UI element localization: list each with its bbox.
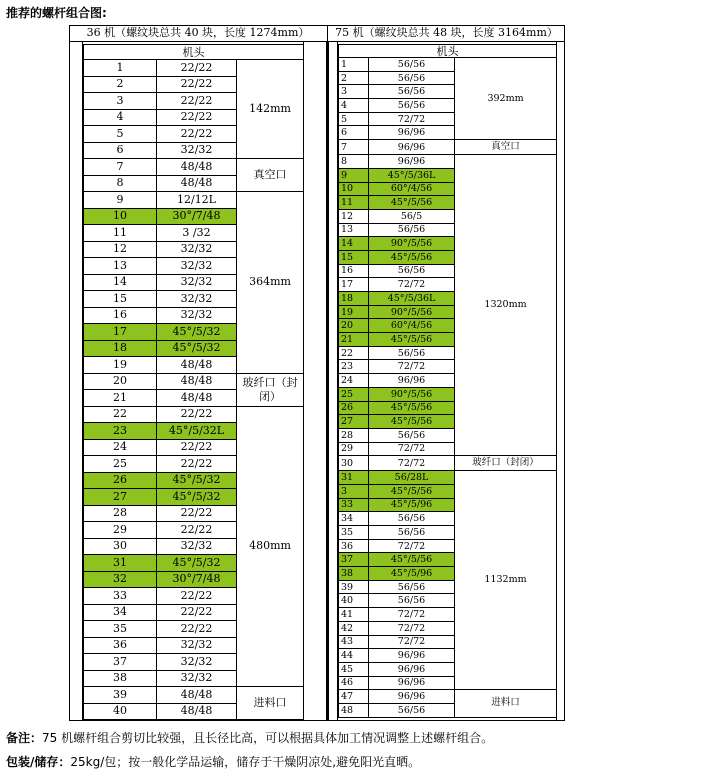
element-spec: 45°/5/32 [157, 489, 237, 506]
element-number: 35 [339, 526, 369, 540]
element-number: 46 [339, 676, 369, 690]
element-spec: 90°/5/56 [369, 387, 455, 401]
table-row [84, 687, 304, 704]
element-spec: 22/22 [157, 93, 237, 110]
element-spec: 56/28L [369, 471, 455, 485]
element-spec: 48/48 [157, 175, 237, 192]
element-number: 6 [84, 142, 157, 159]
element-spec: 22/22 [157, 439, 237, 456]
element-spec: 90°/5/56 [369, 237, 455, 251]
left-outer-rail [69, 42, 83, 721]
element-spec: 45°/5/32 [157, 472, 237, 489]
element-spec: 56/56 [369, 223, 455, 237]
element-spec: 56/56 [369, 346, 455, 360]
element-spec: 96/96 [369, 374, 455, 388]
element-number: 27 [339, 415, 369, 429]
element-number: 5 [339, 112, 369, 126]
element-spec: 22/22 [157, 621, 237, 638]
element-number: 6 [339, 126, 369, 140]
element-spec: 56/56 [369, 428, 455, 442]
element-spec: 48/48 [157, 390, 237, 407]
packaging-text: 25kg/包；按一般化学品运输，储存于干燥阴凉处,避免阳光直晒。 [70, 755, 421, 769]
element-number: 23 [339, 360, 369, 374]
element-spec: 45°/5/32 [157, 555, 237, 572]
element-number: 36 [339, 539, 369, 553]
element-number: 21 [339, 333, 369, 347]
element-number: 12 [84, 241, 157, 258]
element-number: 30 [339, 456, 369, 471]
element-spec: 90°/5/56 [369, 305, 455, 319]
right-outer-rail [328, 42, 338, 721]
element-number: 44 [339, 649, 369, 663]
element-spec: 45°/5/32 [157, 340, 237, 357]
element-number: 16 [339, 264, 369, 278]
element-number: 2 [339, 71, 369, 85]
element-number: 37 [339, 553, 369, 567]
left-table-header: 36 机（螺纹块总共 40 块，长度 1274mm） [69, 25, 327, 42]
element-spec: 32/32 [157, 637, 237, 654]
element-spec: 56/56 [369, 71, 455, 85]
element-number: 21 [84, 390, 157, 407]
element-spec: 45°/5/36L [369, 292, 455, 306]
element-spec: 45°/5/56 [369, 553, 455, 567]
element-number: 45 [339, 662, 369, 676]
element-spec: 45°/5/56 [369, 484, 455, 498]
element-number: 28 [339, 428, 369, 442]
table-row [84, 60, 304, 77]
element-number: 33 [339, 498, 369, 512]
element-number: 23 [84, 423, 157, 440]
element-spec: 72/72 [369, 278, 455, 292]
element-number: 34 [339, 512, 369, 526]
segment-label: 392mm [455, 58, 557, 140]
element-number: 47 [339, 690, 369, 704]
element-spec: 30°/7/48 [157, 571, 237, 588]
element-spec: 22/22 [157, 588, 237, 605]
packaging-note [6, 753, 420, 770]
element-number: 37 [84, 654, 157, 671]
element-spec: 96/96 [369, 126, 455, 140]
element-number: 26 [339, 401, 369, 415]
element-number: 31 [84, 555, 157, 572]
element-spec: 22/22 [157, 505, 237, 522]
table-row [84, 373, 304, 390]
element-spec: 60°/4/56 [369, 319, 455, 333]
segment-label: 480mm [237, 406, 304, 687]
element-spec: 22/22 [157, 522, 237, 539]
element-number: 33 [84, 588, 157, 605]
element-number: 22 [84, 406, 157, 423]
element-spec: 72/72 [369, 456, 455, 471]
table-row [339, 471, 557, 485]
element-number: 27 [84, 489, 157, 506]
element-spec: 56/56 [369, 594, 455, 608]
element-number: 16 [84, 307, 157, 324]
element-spec: 60°/4/56 [369, 182, 455, 196]
left-inner-rail [303, 42, 327, 721]
segment-label: 玻纤口（封闭） [455, 456, 557, 471]
element-spec: 32/32 [157, 670, 237, 687]
element-spec: 32/32 [157, 654, 237, 671]
segment-label: 1132mm [455, 471, 557, 690]
element-spec: 56/56 [369, 703, 455, 717]
element-number: 3 [84, 93, 157, 110]
element-number: 32 [84, 571, 157, 588]
element-spec: 45°/5/56 [369, 401, 455, 415]
table-row [339, 456, 557, 471]
element-number: 31 [339, 471, 369, 485]
element-number: 25 [84, 456, 157, 473]
element-number: 39 [339, 580, 369, 594]
element-spec: 48/48 [157, 703, 237, 720]
element-spec: 96/96 [369, 140, 455, 155]
element-number: 17 [84, 324, 157, 341]
element-spec: 56/56 [369, 580, 455, 594]
right-inner-rail [556, 42, 565, 721]
element-spec: 48/48 [157, 687, 237, 704]
element-spec: 22/22 [157, 109, 237, 126]
element-number: 35 [84, 621, 157, 638]
element-number: 38 [339, 567, 369, 581]
element-number: 40 [339, 594, 369, 608]
right-table-header: 75 机（螺纹块总共 48 块，长度 3164mm） [328, 25, 565, 42]
right-head-label: 机头 [339, 45, 557, 58]
element-number: 7 [84, 159, 157, 176]
element-spec: 96/96 [369, 690, 455, 704]
element-number: 24 [84, 439, 157, 456]
element-number: 43 [339, 635, 369, 649]
right-screw-table [338, 44, 557, 718]
element-spec: 32/32 [157, 538, 237, 555]
element-spec: 22/22 [157, 126, 237, 143]
element-spec: 96/96 [369, 662, 455, 676]
segment-label: 玻纤口（封闭） [237, 373, 304, 406]
element-number: 12 [339, 209, 369, 223]
element-number: 18 [84, 340, 157, 357]
element-spec: 3 /32 [157, 225, 237, 242]
element-number: 19 [84, 357, 157, 374]
element-number: 22 [339, 346, 369, 360]
element-spec: 22/22 [157, 406, 237, 423]
element-number: 11 [339, 196, 369, 210]
element-number: 48 [339, 703, 369, 717]
element-number: 17 [339, 278, 369, 292]
element-spec: 48/48 [157, 357, 237, 374]
element-spec: 72/72 [369, 621, 455, 635]
element-number: 10 [339, 182, 369, 196]
table-row [84, 406, 304, 423]
element-number: 14 [84, 274, 157, 291]
element-spec: 72/72 [369, 539, 455, 553]
element-spec: 72/72 [369, 360, 455, 374]
remark-note [6, 729, 493, 746]
element-number: 15 [339, 250, 369, 264]
element-spec: 32/32 [157, 307, 237, 324]
remark-label: 备注： [6, 731, 43, 745]
element-number: 41 [339, 608, 369, 622]
element-spec: 45°/5/32 [157, 324, 237, 341]
element-number: 13 [84, 258, 157, 275]
element-spec: 56/56 [369, 512, 455, 526]
element-number: 2 [84, 76, 157, 93]
element-number: 20 [339, 319, 369, 333]
table-row [339, 140, 557, 155]
element-spec: 56/56 [369, 99, 455, 113]
element-number: 19 [339, 305, 369, 319]
left-screw-table [83, 44, 304, 720]
element-number: 14 [339, 237, 369, 251]
element-number: 1 [84, 60, 157, 77]
element-spec: 32/32 [157, 142, 237, 159]
element-number: 34 [84, 604, 157, 621]
element-number: 9 [339, 168, 369, 182]
page-title: 推荐的螺杆组合图: [6, 6, 107, 20]
element-number: 18 [339, 292, 369, 306]
element-number: 15 [84, 291, 157, 308]
element-number: 7 [339, 140, 369, 155]
element-spec: 56/56 [369, 85, 455, 99]
element-spec: 96/96 [369, 676, 455, 690]
element-spec: 56/56 [369, 58, 455, 72]
element-number: 1 [339, 58, 369, 72]
element-spec: 72/72 [369, 608, 455, 622]
element-number: 8 [339, 155, 369, 169]
element-number: 4 [339, 99, 369, 113]
element-spec: 96/96 [369, 649, 455, 663]
element-number: 36 [84, 637, 157, 654]
element-spec: 45°/5/32L [157, 423, 237, 440]
element-number: 29 [84, 522, 157, 539]
element-number: 13 [339, 223, 369, 237]
element-spec: 45°/5/36L [369, 168, 455, 182]
element-number: 3 [339, 85, 369, 99]
element-spec: 22/22 [157, 604, 237, 621]
element-spec: 72/72 [369, 442, 455, 456]
element-spec: 22/22 [157, 456, 237, 473]
element-spec: 56/56 [369, 526, 455, 540]
element-spec: 56/5 [369, 209, 455, 223]
table-row [84, 192, 304, 209]
element-spec: 32/32 [157, 258, 237, 275]
element-spec: 45°/5/96 [369, 567, 455, 581]
remark-text: 75 机螺杆组合剪切比较强，且长径比高，可以根据具体加工情况调整上述螺杆组合。 [42, 731, 494, 745]
element-number: 26 [84, 472, 157, 489]
element-spec: 72/72 [369, 635, 455, 649]
element-spec: 22/22 [157, 76, 237, 93]
element-number: 38 [84, 670, 157, 687]
element-number: 11 [84, 225, 157, 242]
element-number: 28 [84, 505, 157, 522]
table-row [339, 58, 557, 72]
element-number: 40 [84, 703, 157, 720]
element-number: 29 [339, 442, 369, 456]
element-number: 42 [339, 621, 369, 635]
element-number: 5 [84, 126, 157, 143]
element-spec: 48/48 [157, 373, 237, 390]
element-number: 8 [84, 175, 157, 192]
element-spec: 45°/5/96 [369, 498, 455, 512]
element-spec: 45°/5/56 [369, 196, 455, 210]
segment-label: 364mm [237, 192, 304, 374]
packaging-label: 包装/储存： [6, 755, 71, 769]
element-spec: 32/32 [157, 274, 237, 291]
element-number: 39 [84, 687, 157, 704]
table-row [339, 690, 557, 704]
element-number: 10 [84, 208, 157, 225]
left-head-label: 机头 [84, 45, 304, 60]
element-number: 4 [84, 109, 157, 126]
segment-label: 进料口 [237, 687, 304, 720]
segment-label: 142mm [237, 60, 304, 159]
table-row [84, 159, 304, 176]
element-spec: 45°/5/56 [369, 415, 455, 429]
element-spec: 48/48 [157, 159, 237, 176]
segment-label: 进料口 [455, 690, 557, 717]
segment-label: 1320mm [455, 155, 557, 456]
segment-label: 真空口 [455, 140, 557, 155]
element-spec: 72/72 [369, 112, 455, 126]
element-number: 3 [339, 484, 369, 498]
element-spec: 22/22 [157, 60, 237, 77]
element-spec: 32/32 [157, 241, 237, 258]
element-number: 9 [84, 192, 157, 209]
element-spec: 32/32 [157, 291, 237, 308]
element-spec: 96/96 [369, 155, 455, 169]
element-number: 25 [339, 387, 369, 401]
element-spec: 12/12L [157, 192, 237, 209]
segment-label: 真空口 [237, 159, 304, 192]
element-spec: 30°/7/48 [157, 208, 237, 225]
element-spec: 45°/5/56 [369, 333, 455, 347]
element-number: 20 [84, 373, 157, 390]
table-row [339, 155, 557, 169]
element-number: 30 [84, 538, 157, 555]
element-number: 24 [339, 374, 369, 388]
element-spec: 45°/5/56 [369, 250, 455, 264]
element-spec: 56/56 [369, 264, 455, 278]
